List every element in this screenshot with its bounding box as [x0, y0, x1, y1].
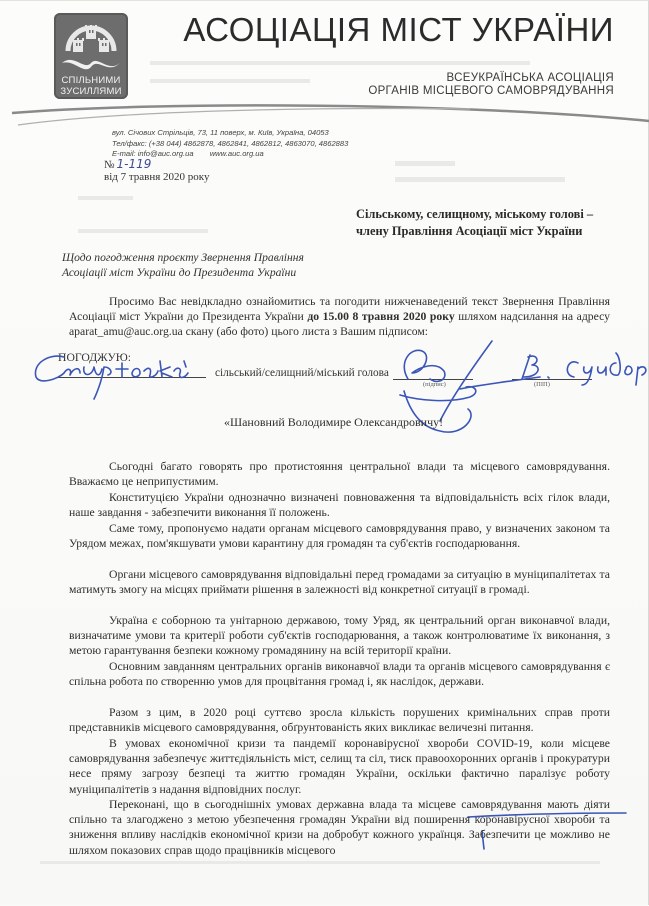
body-paragraph: Разом з цим, в 2020 році суттєво зросла кількість порушених кримінальних справ проти представників місцевого самоврядування, обґрунтованість яких викликає величезні питання. [69, 706, 610, 735]
body-paragraph: Переконані, що в сьогоднішніх умовах державна влада та місцеве самоврядування мають діяти спільно та злагоджено з метою убезпечення громадян України від поширення коронавірусної хвороби та зниження впливу наслідків економічної кризи на добробут кожного українця. Забезпечити це можливо не шляхом показових справ щодо працівників місцевого [69, 798, 610, 857]
bleed-line [395, 161, 455, 166]
organization-subtitle-line1: ВСЕУКРАЇНСЬКА АСОЦІАЦІЯ [446, 72, 614, 84]
subject-line [62, 250, 304, 280]
organization-subtitle-line2: ОРГАНІВ МІСЦЕВОГО САМОВРЯДУВАННЯ [368, 85, 614, 97]
number-label: № [104, 159, 115, 171]
email-link[interactable]: E-mail: info@auc.org.ua [112, 149, 194, 158]
logo-motto-line1: СПІЛЬНИМИ [61, 75, 121, 86]
body-paragraph: Україна є соборною та унітарною державою, тому Уряд, як центральний орган виконавчої влади, визначатиме умови та критерії роботи суб'єктів господарювання, а також контролюватиме їх виконання, з метою гарантування безпеки кожному громадянину на всій території країни. [69, 614, 610, 658]
request-deadline: до 15.00 8 травня 2020 року [307, 310, 455, 324]
body-paragraph: В умовах економічної кризи та пандемії коронавірусної хвороби COVID-19, коли місцеве самоврядування забезпечує життєдіяльність міст, селищ та сіл, тиск правоохоронних органів і прокуратури несе пряму загрозу безпеці та життю громадян України, оскільки фактично паралізує роботу муніципалітетів з надання відповідних послуг. [69, 737, 610, 796]
body-paragraph: Основним завданням центральних органів виконавчої влади та органів місцевого самоврядування є спільна робота по створенню умов для процвітання громад і, як наслідок, держави. [69, 660, 610, 689]
reference-date: від 7 травня 2020 року [104, 171, 210, 183]
bleed-line [78, 196, 133, 200]
logo-motto-line2: ЗУСИЛЛЯМИ [60, 86, 122, 97]
reference-number [104, 157, 151, 171]
phone-text: Тел/факс: (+38 044) 4862878, 4862841, 4862812, 4863070, 4862883 [112, 138, 349, 148]
signature-line [393, 379, 473, 380]
letterhead-swoosh-divider [0, 101, 649, 131]
request-text-part1: Просимо Вас невідкладно ознайомитись та погодити нижченаведений текст Звернення Правління Асоціації міст України до Президента України [69, 295, 610, 324]
bleed-line [40, 861, 600, 864]
approval-label: ПОГОДЖУЮ: [58, 351, 132, 364]
letter-greeting: «Шановний Володимире Олександровичу! [224, 415, 444, 429]
bleed-line [150, 79, 310, 83]
body-paragraph: Сьогодні багато говорять про протистояння центральної влади та місцевого самоврядування. Вважаємо це неприпустимим. [69, 460, 610, 489]
name-line [512, 379, 592, 380]
address-text: вул. Січових Стрільців, 73, 11 поверх, м. Київ, Україна, 04053 [112, 128, 329, 137]
addressee-block [356, 206, 593, 240]
signature-caption: (підпис) [423, 381, 446, 388]
bleed-line [78, 229, 208, 233]
addressee-line2: члену Правління Асоціації міст України [356, 224, 583, 238]
bleed-line [150, 61, 530, 65]
name-caption: (ПІП) [534, 381, 550, 388]
website-link[interactable]: www.auc.org.ua [209, 149, 264, 158]
subject-line1: Щодо погодження проєкту Звернення Правління [62, 251, 304, 264]
contact-block [112, 128, 348, 160]
approval-name-line [56, 377, 206, 378]
bleed-line [395, 177, 565, 182]
association-logo [54, 13, 128, 99]
body-paragraph: Органи місцевого самоврядування відповідальні перед громадами за ситуацію в муніципалітетах та матимуть змогу на місцях приймати рішення в залежності від конкретної ситуації в громаді. [69, 568, 610, 597]
organization-title: АСОЦІАЦІЯ МІСТ УКРАЇНИ [183, 11, 614, 48]
approval-role: сільський/селищний/міський голова [215, 367, 389, 379]
request-text-part2: шляхом надсилання на адресу aparat_amu@auc.org.ua скану (або фото) цього листа з Вашим підписом: [69, 310, 610, 339]
addressee-line1: Сільському, селищному, міському голові – [356, 207, 594, 221]
subject-line2: Асоціації міст України до Президента України [62, 266, 297, 279]
handwritten-reference-number: 1-119 [116, 157, 152, 171]
request-paragraph [69, 294, 610, 340]
body-paragraph: Конституцією України однозначно визначені повноваження та відповідальність всіх гілок влади, наше завдання - забезпечити виконання її положень. [69, 491, 610, 520]
body-paragraph: Саме тому, пропонуємо надати органам місцевого самоврядування право, у визначених законом та Урядом межах, пом'якшувати умови карантину для громадян та суб'єктів господарювання. [69, 522, 610, 551]
